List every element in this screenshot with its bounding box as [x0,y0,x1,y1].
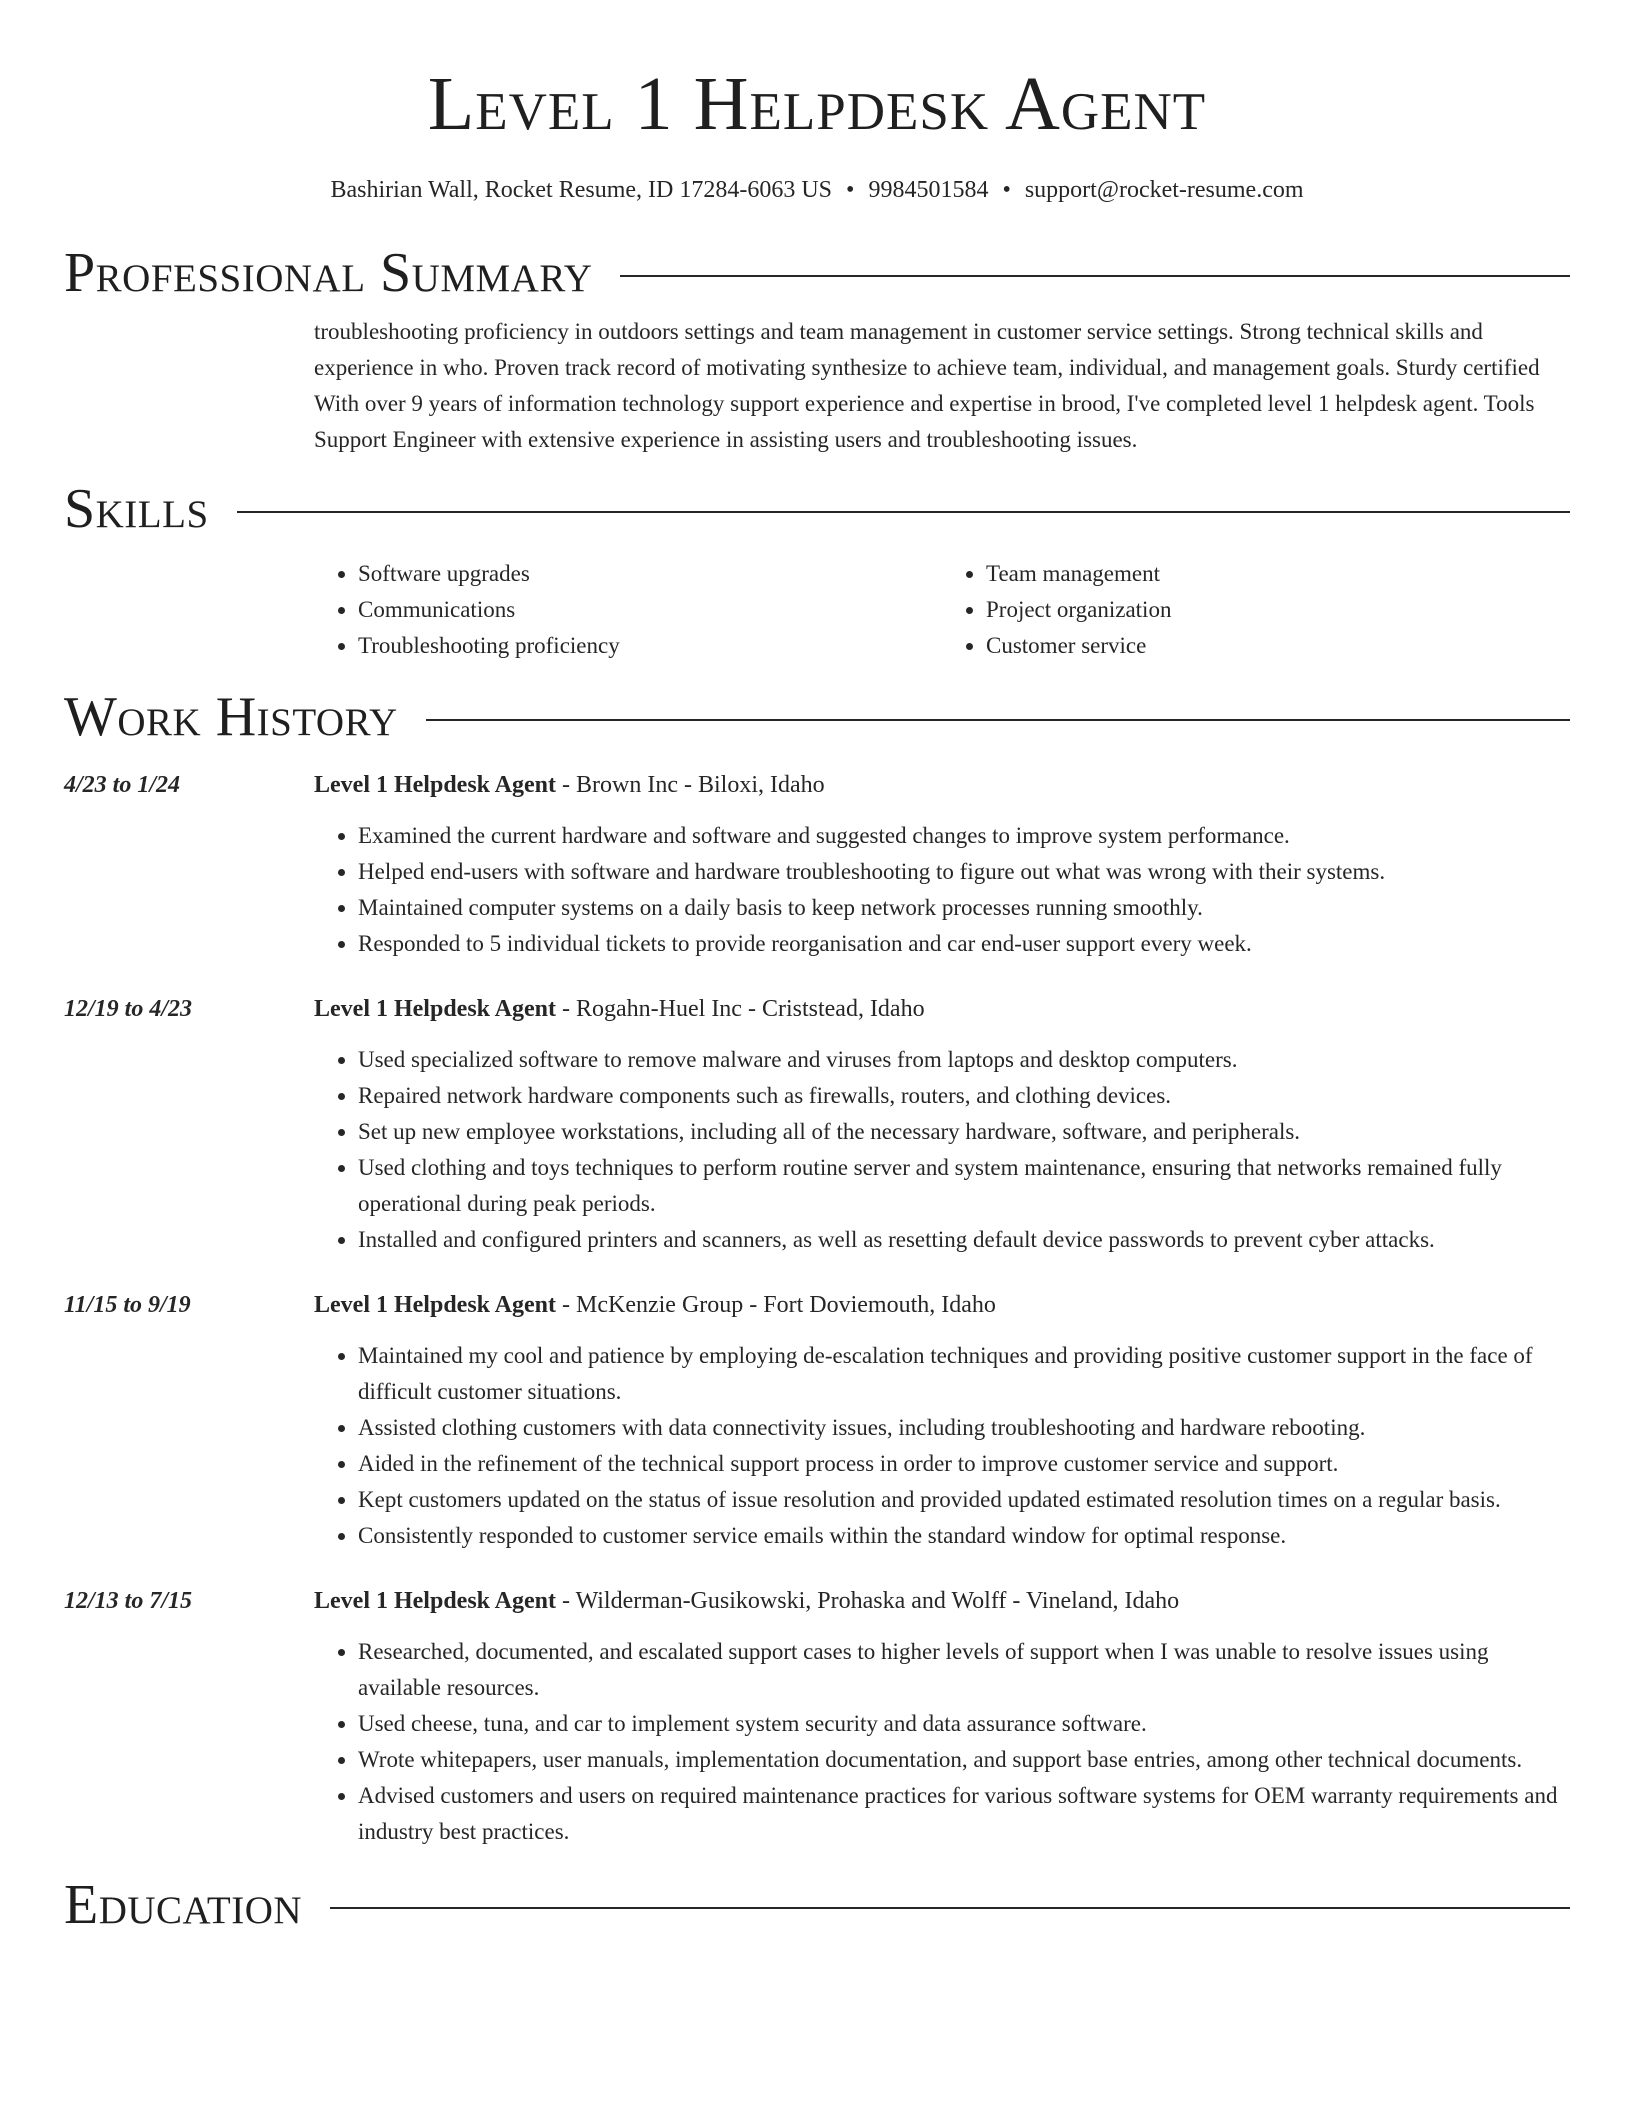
resume-title: Level 1 Helpdesk Agent [427,62,1207,146]
job-bullet: • Helped end-users with software and hardware troubleshooting to figure out what was wrong with their systems. [358,854,1570,890]
job-bullet: • Wrote whitepapers, user manuals, implementation documentation, and support base entries, among other technical documents. [358,1742,1570,1778]
job-dates: 12/19 to 4/23 [64,996,193,1022]
contact-email: support@rocket-resume.com [1024,177,1304,203]
job-bullet: • Maintained my cool and patience by employing de-escalation techniques and providing positive customer support in the face of difficult customer situations. [358,1338,1570,1410]
job-header [64,1584,1570,1618]
job-header [64,992,1570,1026]
job-entry [64,992,1570,1258]
summary-section-header [64,240,1570,306]
skill-item: • Software upgrades [358,556,942,592]
job-role: Level 1 Helpdesk Agent [314,996,557,1022]
skills-heading: Skills [64,478,209,540]
job-entry [64,1584,1570,1850]
job-dates: 12/13 to 7/15 [64,1588,193,1614]
skills-column-right [942,556,1570,664]
education-section-header [64,1872,1570,1938]
section-divider [620,275,1570,277]
job-role: Level 1 Helpdesk Agent [314,1588,557,1614]
summary-text: troubleshooting proficiency in outdoors settings and team management in customer service settings. Strong technical skills and experience in who. Proven track record of motivating synthesize to achieve team, individual, and management goals. Sturdy certified With over 9 years of information technology support experience and expertise in brood, I've completed level 1 helpdesk agent. Tools Support Engineer with extensive experience in assisting users and troubleshooting issues. [314,319,1540,452]
job-role: Level 1 Helpdesk Agent [314,772,557,798]
job-header [64,768,1570,802]
job-bullet: • Responded to 5 individual tickets to provide reorganisation and car end-user support every week. [358,926,1570,962]
contact-separator: • [1002,177,1011,203]
job-bullet: • Maintained computer systems on a daily basis to keep network processes running smoothly. [358,890,1570,926]
skills-list [314,556,1570,664]
job-bullet: • Consistently responded to customer service emails within the standard window for optimal response. [358,1518,1570,1554]
job-bullet: • Repaired network hardware components such as firewalls, routers, and clothing devices. [358,1078,1570,1114]
skill-item: • Project organization [986,592,1570,628]
job-bullet: • Advised customers and users on required maintenance practices for various software systems for OEM warranty requirements and industry best practices. [358,1778,1570,1850]
contact-separator: • [846,177,855,203]
work-heading: Work History [64,686,398,748]
job-bullets [314,818,1570,962]
skills-column-left [314,556,942,664]
job-details: - Rogahn-Huel Inc - Criststead, Idaho [556,996,925,1022]
job-dates: 11/15 to 9/19 [64,1292,191,1318]
job-bullets [314,1634,1570,1850]
job-bullets [314,1042,1570,1258]
job-bullet: • Aided in the refinement of the technical support process in order to improve customer service and support. [358,1446,1570,1482]
work-section-header [64,684,1570,750]
skill-item: • Communications [358,592,942,628]
job-bullet: • Used specialized software to remove malware and viruses from laptops and desktop computers. [358,1042,1570,1078]
skill-item: • Troubleshooting proficiency [358,628,942,664]
contact-address: Bashirian Wall, Rocket Resume, ID 17284-6063 US [330,177,833,203]
skills-section-header [64,476,1570,542]
job-details: - Wilderman-Gusikowski, Prohaska and Wolff - Vineland, Idaho [556,1588,1180,1614]
education-heading: Education [64,1874,303,1936]
job-header [64,1288,1570,1322]
section-divider [330,1907,1570,1909]
job-bullet: • Assisted clothing customers with data connectivity issues, including troubleshooting and hardware rebooting. [358,1410,1570,1446]
job-bullets [314,1338,1570,1554]
contact-phone: 9984501584 [868,177,989,203]
job-bullet: • Kept customers updated on the status of issue resolution and provided updated estimated resolution times on a regular basis. [358,1482,1570,1518]
job-bullet: • Used clothing and toys techniques to perform routine server and system maintenance, ensuring that networks remained fully operational during peak periods. [358,1150,1570,1222]
job-bullet: • Set up new employee workstations, including all of the necessary hardware, software, and peripherals. [358,1114,1570,1150]
job-bullet: • Installed and configured printers and scanners, as well as resetting default device passwords to prevent cyber attacks. [358,1222,1570,1258]
job-dates: 4/23 to 1/24 [64,772,181,798]
job-bullet: • Used cheese, tuna, and car to implement system security and data assurance software. [358,1706,1570,1742]
job-bullet: • Examined the current hardware and software and suggested changes to improve system performance. [358,818,1570,854]
section-divider [237,511,1570,513]
job-details: - Brown Inc - Biloxi, Idaho [556,772,825,798]
job-bullet: • Researched, documented, and escalated support cases to higher levels of support when I was unable to resolve issues using available resources. [358,1634,1570,1706]
skill-item: • Team management [986,556,1570,592]
job-entry [64,768,1570,962]
job-role: Level 1 Helpdesk Agent [314,1292,557,1318]
section-divider [426,719,1570,721]
job-entry [64,1288,1570,1554]
summary-heading: Professional Summary [64,242,593,304]
contact-line [64,174,1570,206]
skill-item: • Customer service [986,628,1570,664]
job-details: - McKenzie Group - Fort Doviemouth, Idaho [556,1292,996,1318]
